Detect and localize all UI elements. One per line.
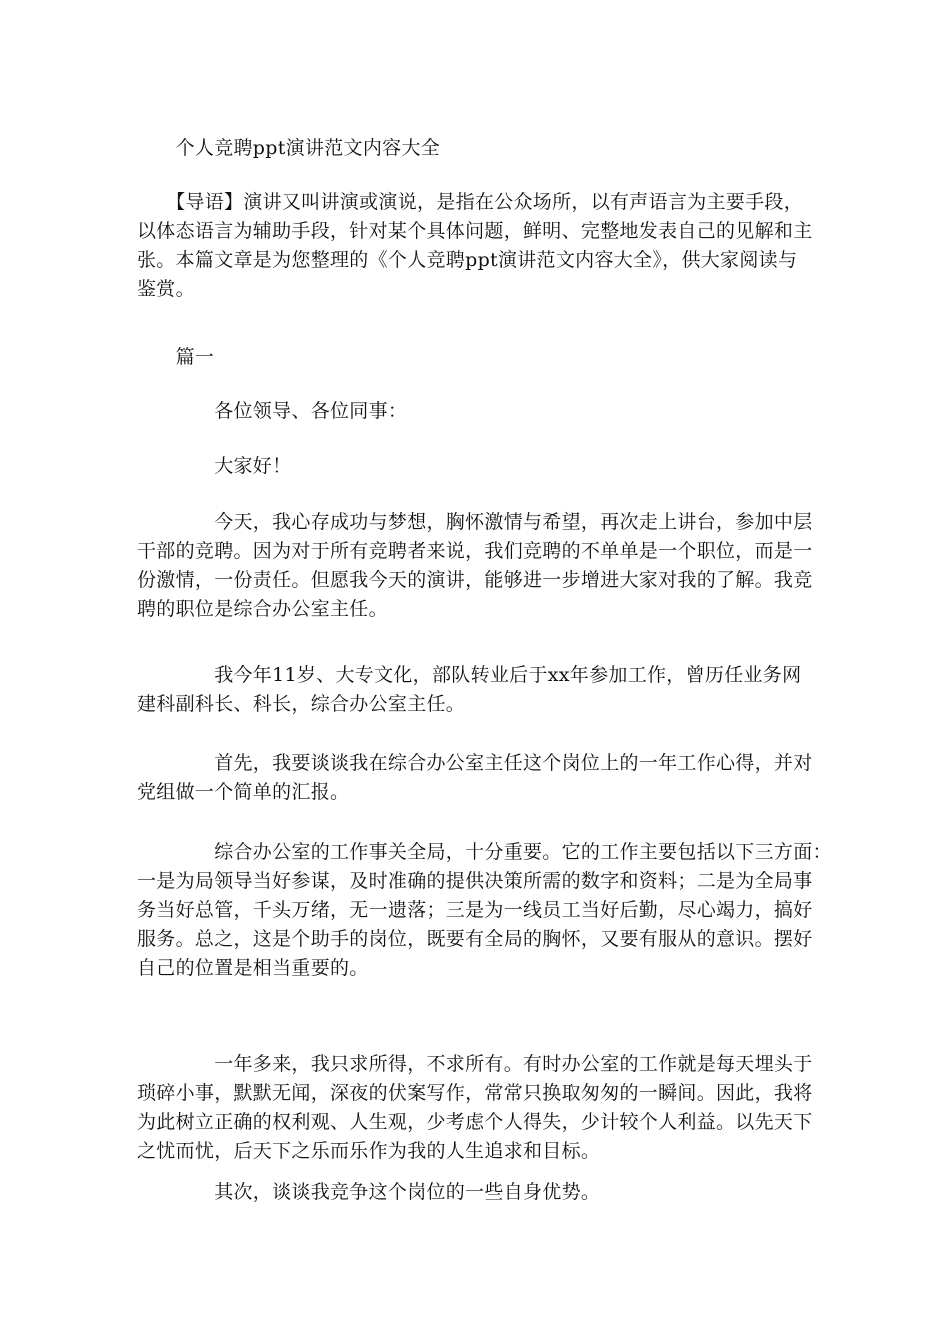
paragraph-line: 综合办公室的工作事关全局，十分重要。它的工作主要包括以下三方面： <box>137 841 832 863</box>
paragraph-line: 琐碎小事，默默无闻，深夜的伏案写作，常常只换取匆匆的一瞬间。因此，我将 <box>137 1082 813 1104</box>
paragraph-line: 务当好总管，千头万绪，无一遗落；三是为一线员工当好后勤，尽心竭力，搞好 <box>137 899 813 921</box>
paragraph-line: 建科副科长、科长，综合办公室主任。 <box>137 693 466 715</box>
title-line: 个人竞聘ppt演讲范文内容大全 <box>137 137 441 159</box>
body-paragraph-2 <box>137 661 817 719</box>
paragraph-line: 之忧而忧，后天下之乐而乐作为我的人生追求和目标。 <box>137 1140 601 1162</box>
paragraph-line: 聘的职位是综合办公室主任。 <box>137 598 388 620</box>
body-paragraph-6 <box>137 1178 817 1207</box>
paragraph-line: 一是为局领导当好参谋，及时准确的提供决策所需的数字和资料；二是为全局事 <box>137 870 813 892</box>
paragraph-line: 大家好！ <box>137 455 292 477</box>
paragraph-line: 党组做一个简单的汇报。 <box>137 781 350 803</box>
greeting-paragraph <box>137 397 817 426</box>
paragraph-line: 自己的位置是相当重要的。 <box>137 957 369 979</box>
paragraph-line: 干部的竞聘。因为对于所有竞聘者来说，我们竞聘的不单单是一个职位，而是一 <box>137 540 813 562</box>
section-heading-line: 篇一 <box>137 346 215 368</box>
paragraph-line: 鉴赏。 <box>137 278 195 300</box>
paragraph-line: 其次，谈谈我竞争这个岗位的一些自身优势。 <box>137 1181 601 1203</box>
intro-paragraph <box>137 188 817 304</box>
document-title <box>137 134 817 163</box>
paragraph-line: 首先，我要谈谈我在综合办公室主任这个岗位上的一年工作心得，并对 <box>137 752 813 774</box>
body-paragraph-5 <box>137 1050 817 1166</box>
paragraph-line: 我今年11岁、大专文化，部队转业后于xx年参加工作，曾历任业务网 <box>137 664 802 686</box>
paragraph-line: 张。本篇文章是为您整理的《个人竞聘ppt演讲范文内容大全》，供大家阅读与 <box>137 249 798 271</box>
body-paragraph-3 <box>137 749 817 807</box>
hello-paragraph <box>137 452 817 481</box>
paragraph-line: 服务。总之，这是个助手的岗位，既要有全局的胸怀，又要有服从的意识。摆好 <box>137 928 813 950</box>
paragraph-line: 今天，我心存成功与梦想，胸怀激情与希望，再次走上讲台，参加中层 <box>137 511 813 533</box>
paragraph-line: 各位领导、各位同事： <box>137 400 408 422</box>
paragraph-line: 以体态语言为辅助手段，针对某个具体问题，鲜明、完整地发表自己的见解和主 <box>137 220 813 242</box>
paragraph-line: 一年多来，我只求所得，不求所有。有时办公室的工作就是每天埋头于 <box>137 1053 813 1075</box>
section-heading <box>137 343 817 372</box>
paragraph-line: 为此树立正确的权利观、人生观，少考虑个人得失，少计较个人利益。以先天下 <box>137 1111 813 1133</box>
paragraph-line: 份激情，一份责任。但愿我今天的演讲，能够进一步增进大家对我的了解。我竞 <box>137 569 813 591</box>
body-paragraph-1 <box>137 508 817 624</box>
paragraph-line: 【导语】演讲又叫讲演或演说，是指在公众场所，以有声语言为主要手段， <box>137 191 804 213</box>
body-paragraph-4 <box>137 838 832 983</box>
